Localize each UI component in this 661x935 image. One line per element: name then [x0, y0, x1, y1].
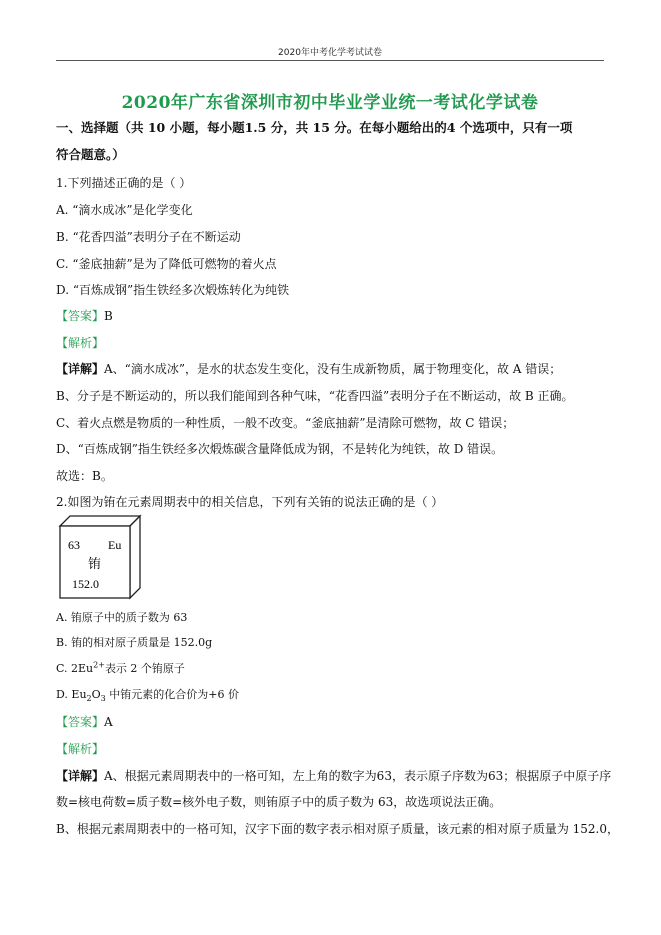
q2-detail-1: [56, 767, 611, 784]
q2-analysis-heading: [56, 740, 104, 757]
q1-answer: [56, 307, 113, 324]
q1-detail-tag: 【详解】: [56, 362, 105, 376]
q2-option-b: B. 铕的相对原子质量是 152.0g: [56, 636, 213, 649]
q2-option-d-text: 中铕元素的化合价为+6 价: [105, 688, 239, 701]
page-header: 2020年中考化学考试试卷: [278, 48, 382, 58]
q1-option-c: C. “釜底抽薪”是为了降低可燃物的着火点: [56, 257, 277, 271]
q2-option-c: [56, 660, 185, 676]
q2-option-d-prefix: D. Eu: [56, 688, 87, 701]
q2-analysis-tag: 【解析】: [56, 742, 105, 756]
q1-stem: 1.下列描述正确的是（ ）: [56, 176, 192, 190]
q2-detail-tag: 【详解】: [56, 769, 105, 783]
q2-option-c-text: 表示 2 个铕原子: [104, 662, 185, 675]
q1-option-a: A. “滴水成冰”是化学变化: [56, 203, 193, 217]
q1-detail-2: B、分子是不断运动的，所以我们能闻到各种气味，“花香四溢”表明分子在不断运动，故 B 正确。: [56, 389, 574, 403]
q1-detail-1: [56, 360, 561, 377]
q1-analysis-tag: 【解析】: [56, 336, 105, 350]
q1-answer-tag: 【答案】: [56, 309, 105, 323]
q1-analysis-heading: [56, 334, 104, 351]
element-name: 铕: [88, 557, 102, 572]
q2-detail-3: B、根据元素周期表中的一格可知，汉字下面的数字表示相对原子质量，该元素的相对原子质量为 152.0，: [56, 822, 619, 836]
element-cell-figure: [58, 514, 142, 600]
q1-detail-3: C、着火点燃是物质的一种性质，一般不改变。“釜底抽薪”是清除可燃物，故 C 错误；: [56, 416, 515, 430]
q2-option-d-sub1: 2: [86, 694, 92, 704]
header-divider: [56, 60, 604, 61]
q2-option-a: A. 铕原子中的质子数为 63: [56, 611, 188, 624]
q2-option-c-charge: 2+: [93, 660, 105, 670]
element-atomic-mass: 152.0: [72, 577, 99, 591]
section-heading-line1: 一、选择题（共 10 小题，每小题1.5 分，共 15 分。在每小题给出的4 个选项中，只有一项: [56, 120, 573, 135]
q2-option-c-prefix: C. 2Eu: [56, 662, 94, 675]
element-cell-side-face: [130, 516, 140, 598]
q1-option-b: B. “花香四溢”表明分子在不断运动: [56, 230, 241, 244]
q2-option-d-oxygen: O: [91, 688, 101, 701]
element-atomic-number: 63: [68, 538, 80, 552]
q1-choose: 故选：B。: [56, 469, 113, 483]
q2-answer-value: A: [104, 715, 113, 729]
q2-answer: [56, 713, 113, 730]
section-heading-line2: 符合题意。）: [56, 147, 125, 162]
q1-detail-4: D、“百炼成钢”指生铁经多次煅炼碳含量降低成为钢，不是转化为纯铁，故 D 错误。: [56, 442, 504, 456]
q2-detail-2: 数=核电荷数=质子数=核外电子数，则铕原子中的质子数为 63，故选项说法正确。: [56, 795, 502, 809]
q2-option-d: [56, 686, 239, 703]
q2-stem: 2.如图为铕在元素周期表中的相关信息，下列有关铕的说法正确的是（ ）: [56, 495, 444, 509]
q1-detail-1-text: A、“滴水成冰”，是水的状态发生变化，没有生成新物质，属于物理变化，故 A 错误；: [104, 362, 562, 376]
q2-detail-1-text: A、根据元素周期表中的一格可知，左上角的数字为63，表示原子序数为63；根据原子中原子序: [104, 769, 612, 783]
q2-answer-tag: 【答案】: [56, 715, 105, 729]
element-cell-top-face: [60, 516, 140, 526]
element-symbol: Eu: [108, 538, 122, 552]
q1-option-d: D. “百炼成钢”指生铁经多次煅炼转化为纯铁: [56, 283, 290, 297]
q1-answer-value: B: [104, 309, 113, 323]
exam-title: 2020年广东省深圳市初中毕业学业统一考试化学试卷: [121, 93, 539, 113]
q2-option-d-sub2: 3: [100, 694, 106, 704]
